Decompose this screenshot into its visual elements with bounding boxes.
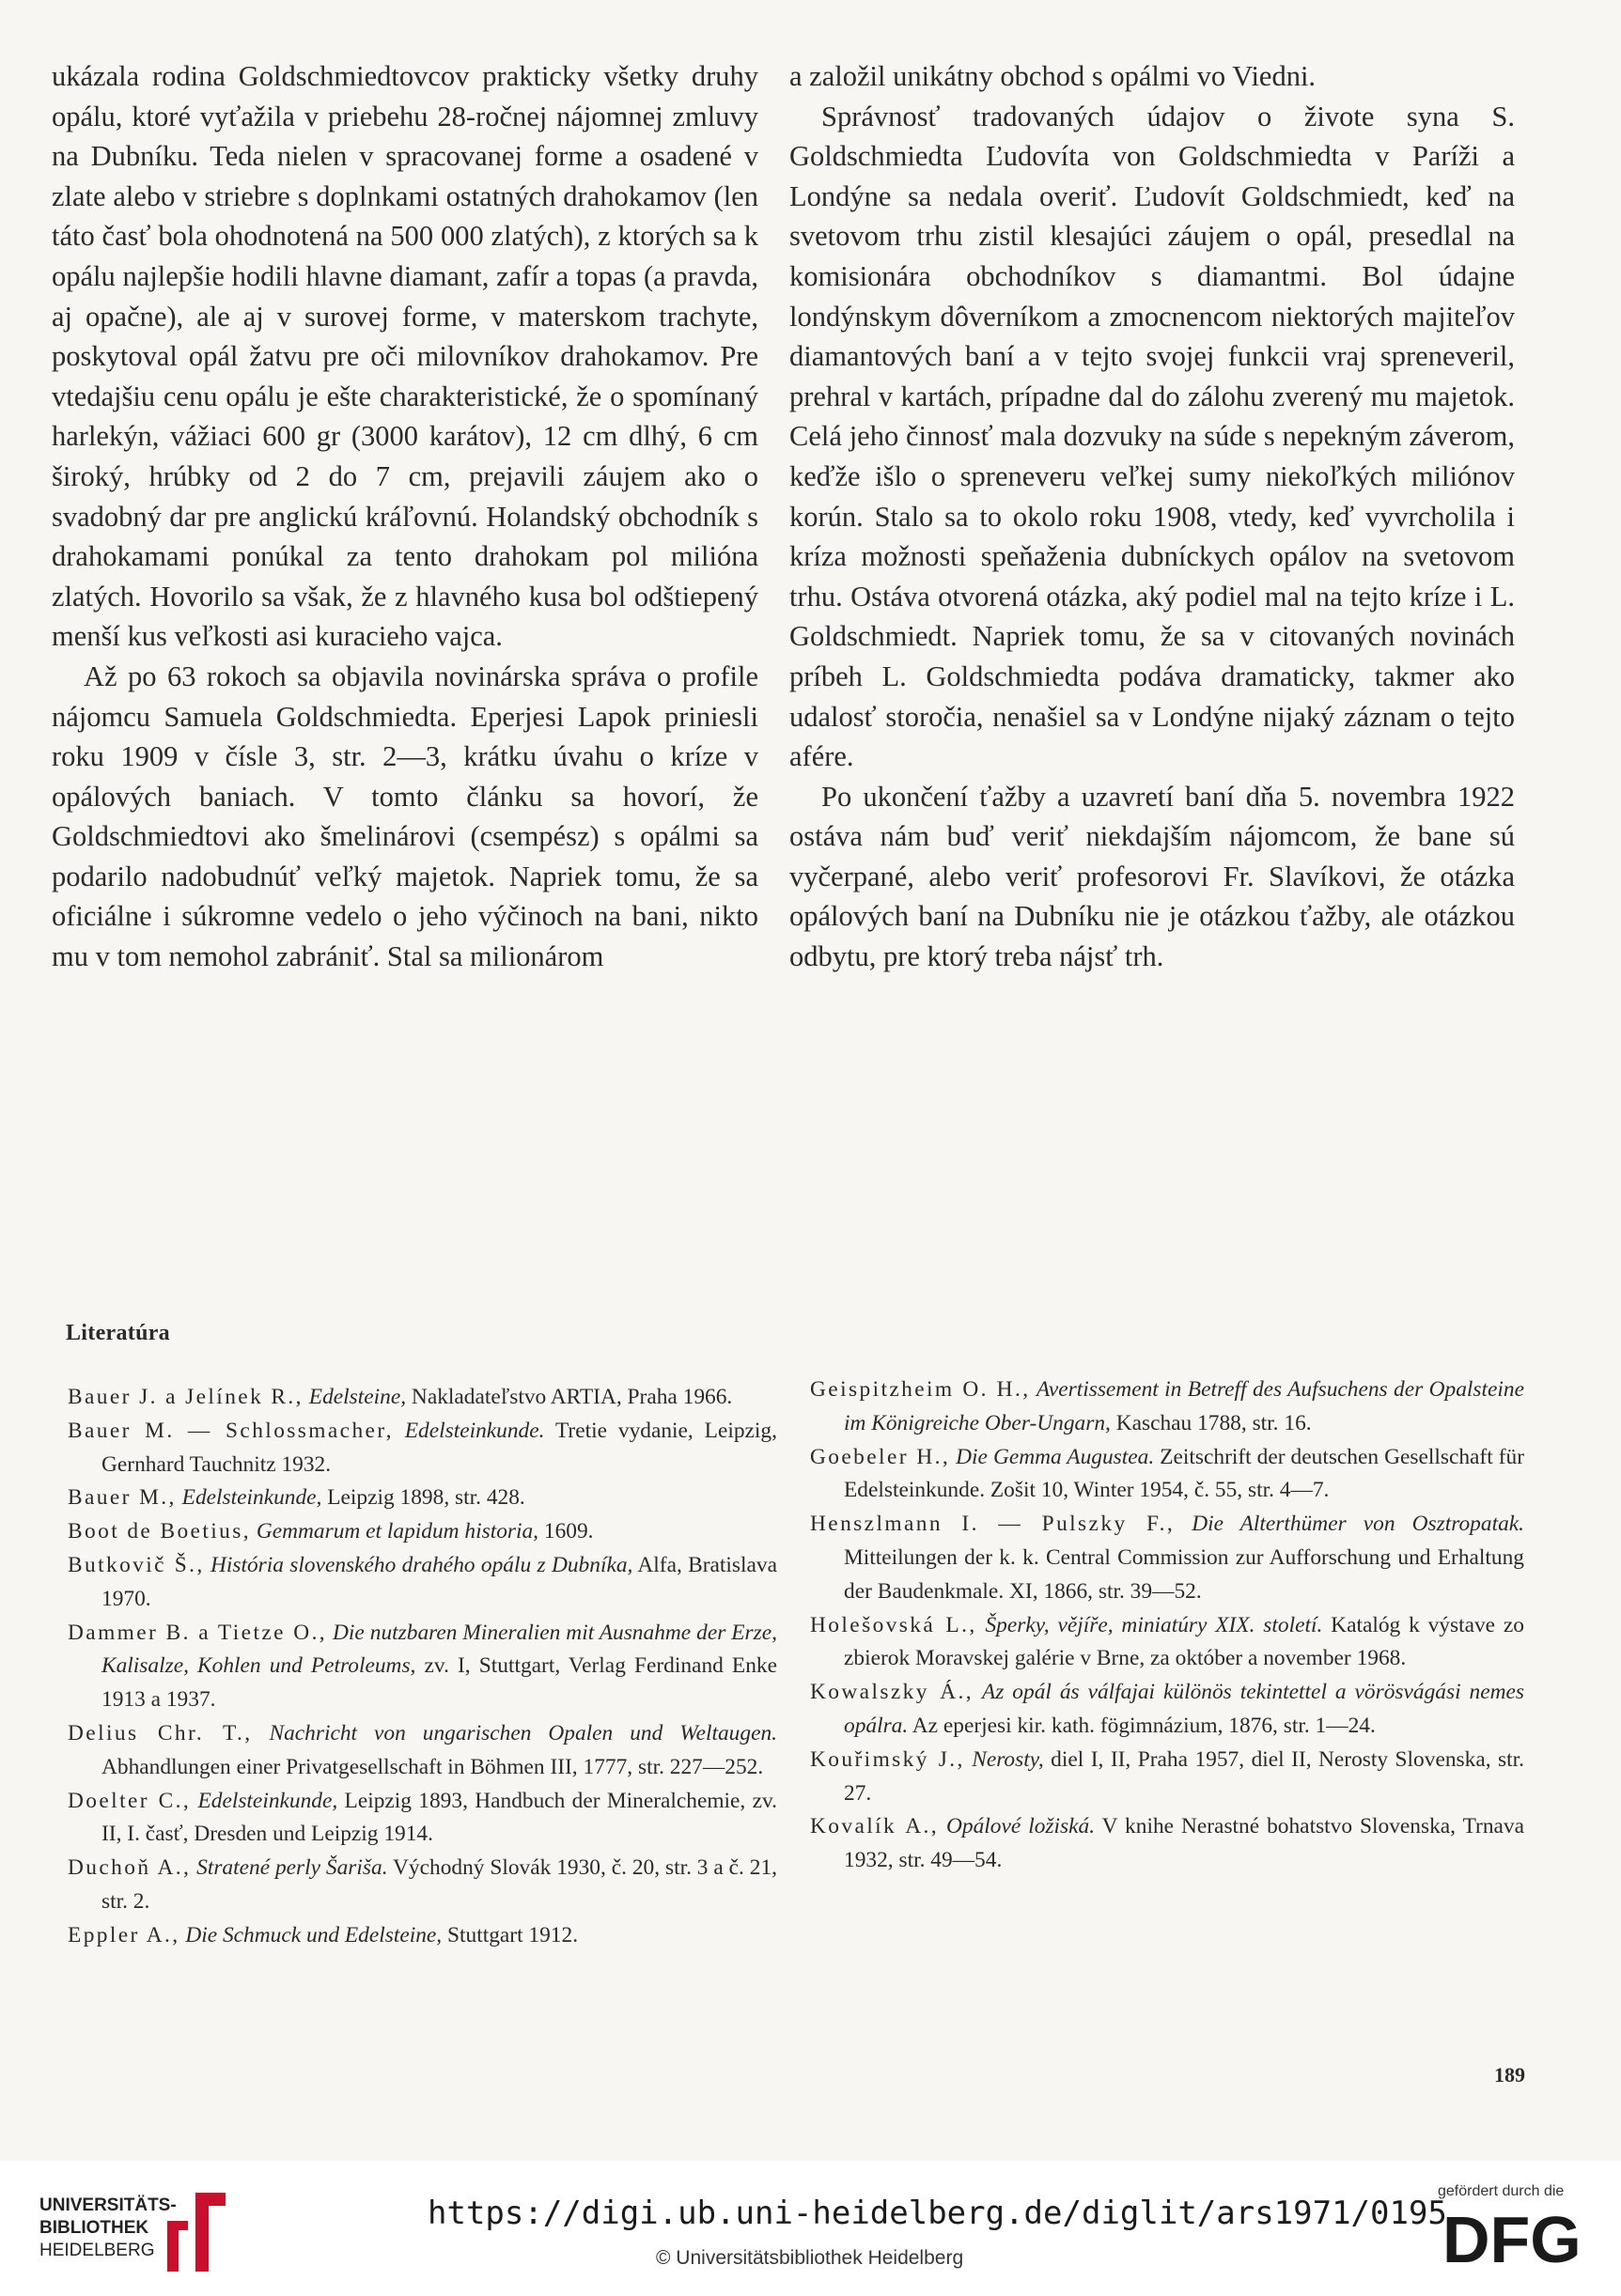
reference-details: Abhandlungen einer Privatgesellschaft in Böhmen III, 1777, str. 227—252. [101, 1754, 764, 1779]
reference-details: Leipzig 1898, str. 428. [321, 1485, 525, 1511]
library-mark-icon [160, 2193, 226, 2272]
reference-entry [68, 1919, 777, 1953]
reference-title: Die nutzbaren Mineralien mit Ausnahme der Erze, Kalisalze, Kohlen und Petroleums, [101, 1620, 777, 1679]
page-number: 189 [1494, 2063, 1525, 2087]
reference-details: zv. I, Stuttgart, Verlag Ferdinand Enke 1913 a 1937. [101, 1653, 777, 1713]
paragraph: a založil unikátny obchod s opálmi vo Viedni. [789, 60, 1317, 92]
reference-title: Nerosty, [972, 1746, 1044, 1772]
reference-author: Duchoň A., [68, 1855, 192, 1881]
reference-entry [68, 1415, 777, 1482]
library-name-line: HEIDELBERG [39, 2241, 155, 2260]
reference-entry [68, 1785, 777, 1853]
paragraph: Správnosť tradovaných údajov o živote syna S. Goldschmiedta Ľudovíta von Goldschmiedta v Paríži a Londýne sa nedala overiť. Ľudovít Goldschmiedt, keď na svetovom trhu zistil klesajúci záujem o opál, presedlal na komisionára obchodníkov s diamantmi. Bol údajne londýnskym dôverníkom a zmocnencom niektorých majiteľov diamantových baní a v tejto svojej funkcii vraj spreneveril, prehral v kartách, prípadne dal do zálohu zverený mu majetok. Celá jeho činnosť mala dozvuky na súde s nepekným záverom, keďže išlo o spreneveru veľkej sumy niekoľkých miliónov korún. Stalo sa to okolo roku 1908, vtedy, keď vyvrcholila i kríza možnosti speňaženia dubníckych opálov na svetovom trhu. Ostáva otvorená otázka, aký podiel mal na tejto kríze i L. Goldschmiedt. Napriek tomu, že sa v citovaných novinách príbeh L. Goldschmiedta podáva dramaticky, takmer ako udalosť storočia, nenašiel sa v Londýne nijaký záznam o tejto afére. [789, 100, 1515, 773]
funding-note: gefördert durch die [1438, 2183, 1565, 2199]
reference-author: Kovalík A., [810, 1814, 940, 1839]
reference-author: Holešovská L., [810, 1612, 977, 1637]
reference-author: Bauer M. — Schlossmacher, [68, 1418, 394, 1443]
reference-entry [68, 1717, 777, 1785]
reference-details: 1609. [538, 1519, 594, 1544]
reference-entry [810, 1609, 1524, 1677]
reference-entry [68, 1515, 777, 1549]
reference-author: Henszlmann I. — Pulszky F., [810, 1512, 1176, 1537]
reference-title: Die Gemma Augustea. [956, 1444, 1155, 1469]
reference-details: Východný Slovák 1930, č. 20, str. 3 a č. 21, str. 2. [101, 1855, 777, 1914]
reference-details: Katalóg k výstave zo zbierok Moravskej galérie v Brne, za október a november 1968. [844, 1612, 1524, 1671]
paragraph: Po ukončení ťažby a uzavretí baní dňa 5. novembra 1922 ostáva nám buď veriť niekdajším nájomcom, že bane sú vyčerpané, alebo veriť profesorovi Fr. Slavíkovi, že otázka opálových baní na Dubníku nie je otázkou ťažby, ale otázkou odbytu, pre ktorý treba nájsť trh. [789, 780, 1515, 973]
copyright-notice: © Universitätsbibliothek Heidelberg [656, 2247, 964, 2269]
reference-details: Tretie vydanie, Leipzig, Gernhard Tauchnitz 1932. [101, 1418, 777, 1477]
reference-author: Doelter C., [68, 1788, 192, 1813]
source-url-link[interactable]: https://digi.ub.uni-heidelberg.de/diglit/ars1971/0195 [428, 2195, 1447, 2232]
reference-author: Boot de Boetius, [68, 1519, 251, 1544]
reference-title: Edelsteinkunde, [181, 1485, 322, 1511]
reference-title: Avertissement in Betreff des Aufsuchens der Opalsteine im Königreiche Ober-Ungarn, [844, 1377, 1524, 1435]
reference-title: Die Alterthümer von Osztropatak. [1192, 1512, 1524, 1537]
library-name-line: UNIVERSITÄTS- [39, 2195, 177, 2215]
reference-title: Šperky, vějíře, miniatúry XIX. století. [985, 1612, 1323, 1637]
library-name [39, 2195, 177, 2262]
reference-author: Kowalszky Á., [810, 1680, 974, 1705]
reference-entry [810, 1441, 1524, 1509]
library-logo[interactable] [39, 2193, 265, 2277]
reference-entry [68, 1381, 777, 1415]
reference-author: Goebeler H., [810, 1444, 951, 1469]
reference-title: Opálové ložiská. [946, 1814, 1096, 1839]
reference-author: Butkovič Š., [68, 1552, 205, 1577]
literature-heading: Literatúra [66, 1321, 170, 1345]
reference-title: História slovenského drahého opálu z Dubníka, [210, 1552, 633, 1577]
reference-entry [68, 1852, 777, 1919]
dfg-logo-text: DFG [1442, 2206, 1582, 2272]
reference-entry [810, 1508, 1524, 1608]
reference-title: Az opál ás válfajai különös tekintettel a vörösvágási nemes opálra. [844, 1680, 1524, 1738]
reference-entry [810, 1676, 1524, 1744]
reference-author: Kouřimský J., [810, 1746, 965, 1772]
body-column-right [789, 56, 1515, 977]
reference-details: Stuttgart 1912. [442, 1922, 579, 1947]
reference-title: Gemmarum et lapidum historia, [256, 1519, 539, 1544]
body-column-left [52, 56, 758, 977]
reference-entry [810, 1373, 1524, 1441]
reference-details: Leipzig 1893, Handbuch der Mineralchemie, zv. II, I. časť, Dresden und Leipzig 1914. [101, 1788, 777, 1847]
reference-author: Geispitzheim O. H., [810, 1377, 1031, 1402]
reference-details: Az eperjesi kir. kath. fögimnázium, 1876, str. 1—24. [908, 1713, 1376, 1738]
dfg-logo[interactable] [1442, 2206, 1602, 2272]
reference-details: Alfa, Bratislava 1970. [101, 1552, 777, 1611]
reference-entry [810, 1744, 1524, 1811]
reference-author: Bauer M., [68, 1485, 177, 1511]
reference-title: Edelsteinkunde, [197, 1788, 338, 1813]
reference-details: Mitteilungen der k. k. Central Commission zur Aufforschung und Erhaltung der Baudenkmale. XI, 1866, str. 39—52. [844, 1544, 1524, 1604]
reference-entry [68, 1482, 777, 1515]
references-right [810, 1373, 1524, 1878]
reference-title: Stratené perly Šariša. [196, 1855, 388, 1881]
reference-entry [68, 1549, 777, 1617]
reference-title: Die Schmuck und Edelsteine, [185, 1922, 443, 1947]
paragraph: ukázala rodina Goldschmiedtovcov prakticky všetky druhy opálu, ktoré vyťažila v priebehu 28-ročnej nájomnej zmluvy na Dubníku. Teda nielen v spracovanej forme a osadené v zlate alebo v striebre s doplnkami ostatných drahokamov (len táto časť bola ohodnotená na 500 000 zlatých), z ktorých sa k opálu najlepšie hodili hlavne diamant, zafír a topas (a pravda, aj opačne), ale aj v surovej forme, v materskom trachyte, poskytoval opál žatvu pre oči milovníkov drahokamov. Pre vtedajšiu cenu opálu je ešte charakteristické, že o spomínaný harlekýn, vážiaci 600 gr (3000 karátov), 12 cm dlhý, 6 cm široký, hrúbky od 2 do 7 cm, prejavili záujem ako o svadobný dar pre anglickú kráľovnú. Holandský obchodník s drahokamami ponúkal za tento drahokam pol milióna zlatých. Hovorilo sa však, že z hlavného kusa bol odštiepený menší kus veľkosti asi kuracieho vajca. [52, 60, 758, 653]
footer-bar [0, 2161, 1621, 2296]
reference-details: V knihe Nerastné bohatstvo Slovenska, Trnava 1932, str. 49—54. [844, 1814, 1524, 1873]
reference-title: Edelsteine, [308, 1385, 407, 1409]
reference-title: Edelsteinkunde. [404, 1418, 545, 1443]
reference-entry [68, 1617, 777, 1717]
reference-details: diel I, II, Praha 1957, diel II, Nerosty Slovenska, str. 27. [844, 1746, 1524, 1806]
reference-author: Eppler A., [68, 1922, 180, 1947]
reference-author: Delius Chr. T., [68, 1720, 253, 1745]
library-name-line: BIBLIOTHEK [39, 2218, 149, 2238]
reference-author: Dammer B. a Tietze O., [68, 1620, 328, 1645]
references-left [68, 1381, 777, 1953]
reference-details: Kaschau 1788, str. 16. [1110, 1410, 1312, 1435]
reference-title: Nachricht von ungarischen Opalen und Weltaugen. [269, 1720, 778, 1745]
reference-details: Zeitschrift der deutschen Gesellschaft für Edelsteinkunde. Zošit 10, Winter 1954, č. 55, str. 4—7. [844, 1444, 1524, 1503]
reference-entry [810, 1810, 1524, 1878]
paragraph: Až po 63 rokoch sa objavila novinárska správa o profile nájomcu Samuela Goldschmiedta. Eperjesi Lapok priniesli roku 1909 v čísle 3, str. 2—3, krátku úvahu o kríze v opálových baniach. V tomto článku sa hovorí, že Goldschmiedtovi ako šmelinárovi (csempész) s opálmi sa podarilo nadobudnúť veľký majetok. Napriek tomu, že sa oficiálne i súkromne vedelo o jeho výčinoch na bani, nikto mu v tom nemohol zabrániť. Stal sa milionárom [52, 659, 758, 973]
reference-author: Bauer J. a Jelínek R., [68, 1385, 304, 1409]
reference-details: Nakladateľstvo ARTIA, Praha 1966. [406, 1385, 733, 1409]
